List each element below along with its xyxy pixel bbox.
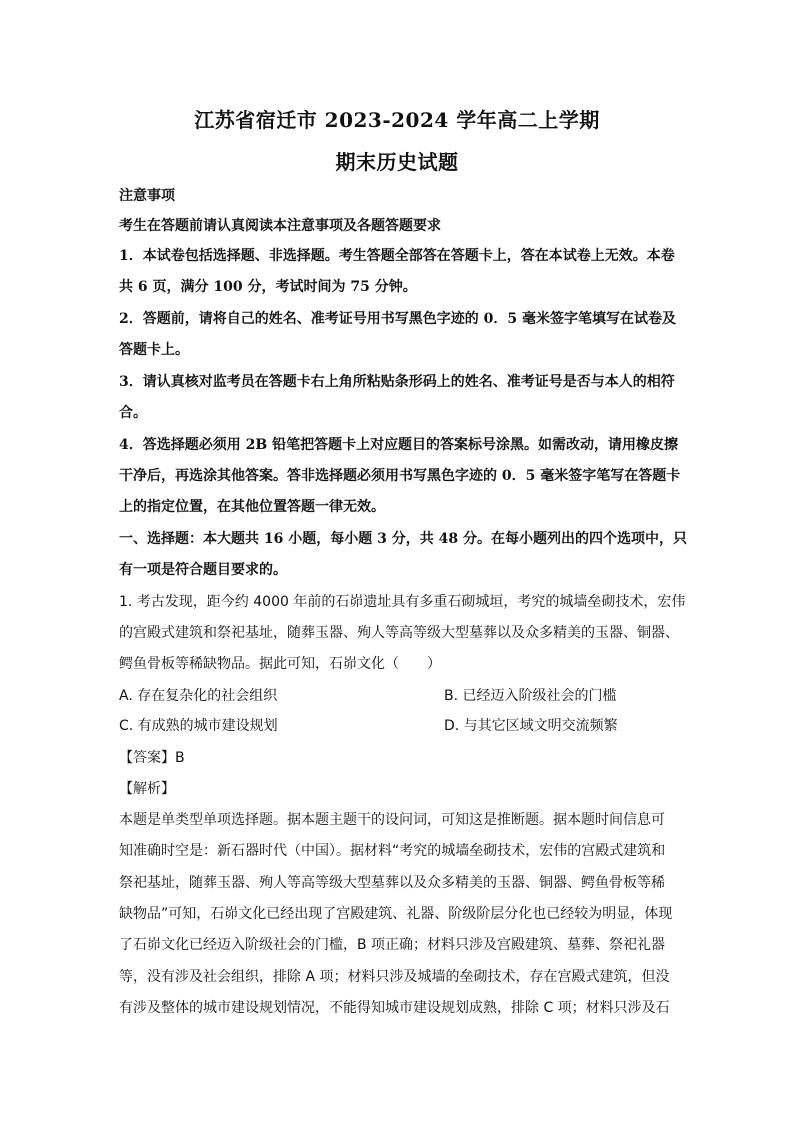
analysis-line: 祭祀基址，随葬玉器、殉人等高等级大型墓葬以及众多精美的玉器、铜器、鳄鱼骨板等稀	[119, 875, 665, 891]
question-1-option-b: B. 已经迈入阶级社会的门槛	[444, 688, 617, 704]
question-1-answer: 【答案】B	[119, 750, 185, 766]
analysis-line: 知准确时空是：新石器时代（中国）。据材料“考究的城墙垒砌技术，宏伟的宫殿式建筑和	[119, 843, 666, 859]
question-1-option-d: D. 与其它区域文明交流频繁	[444, 718, 618, 734]
question-1-stem-line-3: 鳄鱼骨板等稀缺物品。据此可知，石峁文化（ ）	[119, 656, 441, 672]
page-title: 江苏省宿迁市 2023-2024 学年高二上学期	[194, 108, 600, 132]
question-1-analysis-label: 【解析】	[119, 781, 175, 797]
notice-heading: 注意事项	[119, 188, 175, 204]
notice-item-1-line-2: 共 6 页，满分 100 分，考试时间为 75 分钟。	[119, 279, 417, 295]
notice-item-4-line-1: 4．答选择题必须用 2B 铅笔把答题卡上对应题目的答案标号涂黑。如需改动，请用橡皮擦	[119, 437, 679, 453]
question-1-stem-line-2: 的宫殿式建筑和祭祀基址，随葬玉器、殉人等高等级大型墓葬以及众多精美的玉器、铜器、	[119, 625, 679, 641]
section-heading-line-2: 有一项是符合题目要求的。	[119, 562, 287, 578]
notice-item-2-line-1: 2．答题前，请将自己的姓名、准考证号用书写黑色字迹的 0．5 毫米签字笔填写在试卷及	[119, 311, 676, 327]
notice-item-2-line-2: 答题卡上。	[119, 342, 189, 358]
notice-item-4-line-2: 干净后，再选涂其他答案。答非选择题必须用书写黑色字迹的 0．5 毫米签字笔写在答题卡	[119, 468, 681, 484]
question-1-option-c: C. 有成熟的城市建设规划	[119, 718, 278, 734]
analysis-line: 本题是单类型单项选择题。据本题主题干的设问词，可知这是推断题。据本题时间信息可	[119, 812, 665, 828]
analysis-line: 了石峁文化已经迈入阶级社会的门槛，B 项正确；材料只涉及宫殿建筑、墓葬、祭祀礼器	[119, 937, 666, 953]
section-heading-line-1: 一、选择题：本大题共 16 小题，每小题 3 分，共 48 分。在每小题列出的四个选项中，只	[119, 531, 687, 547]
question-1-stem-line-1: 1. 考古发现，距今约 4000 年前的石峁遗址具有多重石砌城垣，考究的城墙垒砌技术，宏伟	[119, 594, 686, 610]
notice-item-3-line-1: 3．请认真核对监考员在答题卡右上角所粘贴条形码上的姓名、准考证号是否与本人的相符	[119, 374, 675, 390]
analysis-line: 缺物品”可知，石峁文化已经出现了宫殿建筑、礼器、阶级阶层分化也已经较为明显，体现	[119, 906, 673, 922]
question-1-option-a: A. 存在复杂化的社会组织	[119, 688, 278, 704]
notice-intro: 考生在答题前请认真阅读本注意事项及各题答题要求	[119, 218, 441, 234]
notice-item-4-line-3: 上的指定位置，在其他位置答题一律无效。	[119, 499, 385, 515]
analysis-line: 有涉及整体的城市建设规划情况，不能得知城市建设规划成熟，排除 C 项；材料只涉及石	[119, 1000, 670, 1016]
page-subtitle: 期末历史试题	[335, 150, 459, 174]
notice-item-3-line-2: 合。	[119, 405, 147, 421]
notice-item-1-line-1: 1．本试卷包括选择题、非选择题。考生答题全部答在答题卡上，答在本试卷上无效。本卷	[119, 248, 675, 264]
analysis-line: 等，没有涉及社会组织，排除 A 项；材料只涉及城墙的垒砌技术，存在宫殿式建筑，但没	[119, 969, 670, 985]
